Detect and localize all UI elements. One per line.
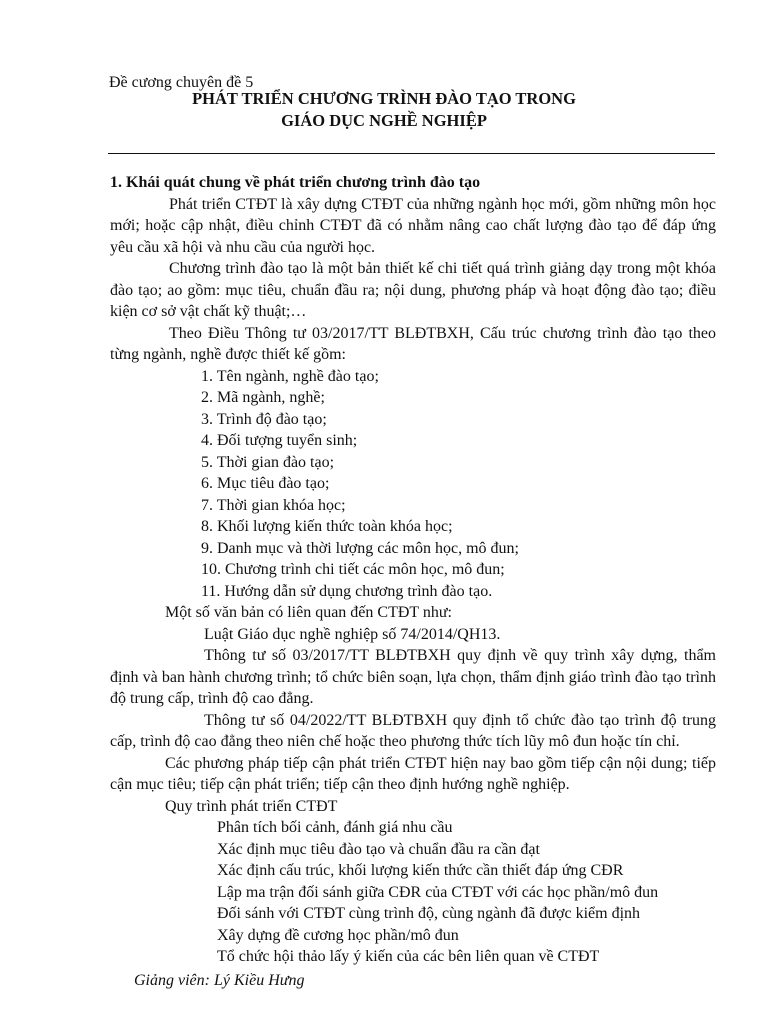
list-item: 2. Mã ngành, nghề; <box>201 389 325 406</box>
list-item: 1. Tên ngành, nghề đào tạo; <box>201 367 379 385</box>
list-item: 10. Chương trình chi tiết các môn học, mô đun; <box>201 561 505 578</box>
paragraph-process-heading: Quy trình phát triển CTĐT <box>165 797 338 815</box>
process-list <box>110 817 716 968</box>
paragraph-program-definition: Chương trình đào tạo là một bản thiết kế chi tiết quá trình giảng dạy trong một khóa đào tạo; ao gồm: mục tiêu, chuẩn đầu ra; nội dung, phương pháp và hoạt động đào tạo; điều kiện cơ sở vật chất kỹ thuật;… <box>110 260 716 320</box>
paragraph-approaches: Các phương pháp tiếp cận phát triển CTĐT hiện nay bao gồm tiếp cận nội dung; tiếp cận mục tiêu; tiếp cận phát triển; tiếp cận theo định hướng nghề nghiệp. <box>110 754 716 793</box>
paragraph-law: Luật Giáo dục nghề nghiệp số 74/2014/QH13. <box>204 625 501 643</box>
list-item: 9. Danh mục và thời lượng các môn học, mô đun; <box>201 539 519 557</box>
list-item: Tổ chức hội thảo lấy ý kiến của các bên liên quan về CTĐT <box>217 948 600 965</box>
document-title-line-2: GIÁO DỤC NGHỀ NGHIỆP <box>281 111 487 130</box>
list-item: 4. Đối tượng tuyển sinh; <box>201 432 358 449</box>
list-item: 3. Trình độ đào tạo; <box>201 410 327 428</box>
document-body <box>110 172 716 968</box>
paragraph-structure-intro: Theo Điều Thông tư 03/2017/TT BLĐTBXH, Cấu trúc chương trình đào tạo theo từng ngành, nghề được thiết kế gồm: <box>110 324 716 363</box>
list-item: Xây dựng đề cương học phần/mô đun <box>217 926 459 944</box>
list-item: 8. Khối lượng kiến thức toàn khóa học; <box>201 518 453 535</box>
structure-list <box>110 366 716 603</box>
list-item: 7. Thời gian khóa học; <box>201 496 346 514</box>
paragraph-circular-03: Thông tư số 03/2017/TT BLĐTBXH quy định về quy trình xây dựng, thẩm định và ban hành chương trình; tổ chức biên soạn, lựa chọn, thẩm định giáo trình đào tạo trình độ trung cấp, trình độ cao đẳng. <box>110 647 716 707</box>
list-item: Phân tích bối cảnh, đánh giá nhu cầu <box>217 819 453 836</box>
paragraph-related-documents: Một số văn bản có liên quan đến CTĐT như: <box>165 604 452 621</box>
title-divider <box>108 153 715 154</box>
list-item: Xác định mục tiêu đào tạo và chuẩn đầu ra cần đạt <box>217 840 540 858</box>
list-item: Lập ma trận đối sánh giữa CĐR của CTĐT với các học phần/mô đun <box>217 883 659 901</box>
section-heading: 1. Khái quát chung về phát triển chương trình đào tạo <box>110 174 481 191</box>
list-item: Xác định cấu trúc, khối lượng kiến thức cần thiết đáp ứng CĐR <box>217 862 624 879</box>
list-item: Đối sánh với CTĐT cùng trình độ, cùng ngành đã được kiểm định <box>217 905 641 922</box>
list-item: 5. Thời gian đào tạo; <box>201 453 335 471</box>
list-item: 11. Hướng dẫn sử dụng chương trình đào tạo. <box>201 582 493 600</box>
paragraph-definition: Phát triển CTĐT là xây dựng CTĐT của những ngành học mới, gồm những môn học mới; hoặc cập nhật, điều chỉnh CTĐT đã có nhằm nâng cao chất lượng đào tạo để đáp ứng yêu cầu xã hội và nhu cầu của người học. <box>110 195 716 256</box>
footer-lecturer: Giảng viên: Lý Kiều Hưng <box>134 972 305 989</box>
paragraph-circular-04: Thông tư số 04/2022/TT BLĐTBXH quy định tổ chức đào tạo trình độ trung cấp, trình độ cao đẳng theo niên chế hoặc theo phương thức tích lũy mô đun hoặc tín chỉ. <box>110 711 716 750</box>
list-item: 6. Mục tiêu đào tạo; <box>201 475 330 492</box>
document-subtitle: Đề cương chuyên đề 5 <box>109 74 254 91</box>
document-title-line-1: PHÁT TRIỂN CHƯƠNG TRÌNH ĐÀO TẠO TRONG <box>192 89 576 108</box>
